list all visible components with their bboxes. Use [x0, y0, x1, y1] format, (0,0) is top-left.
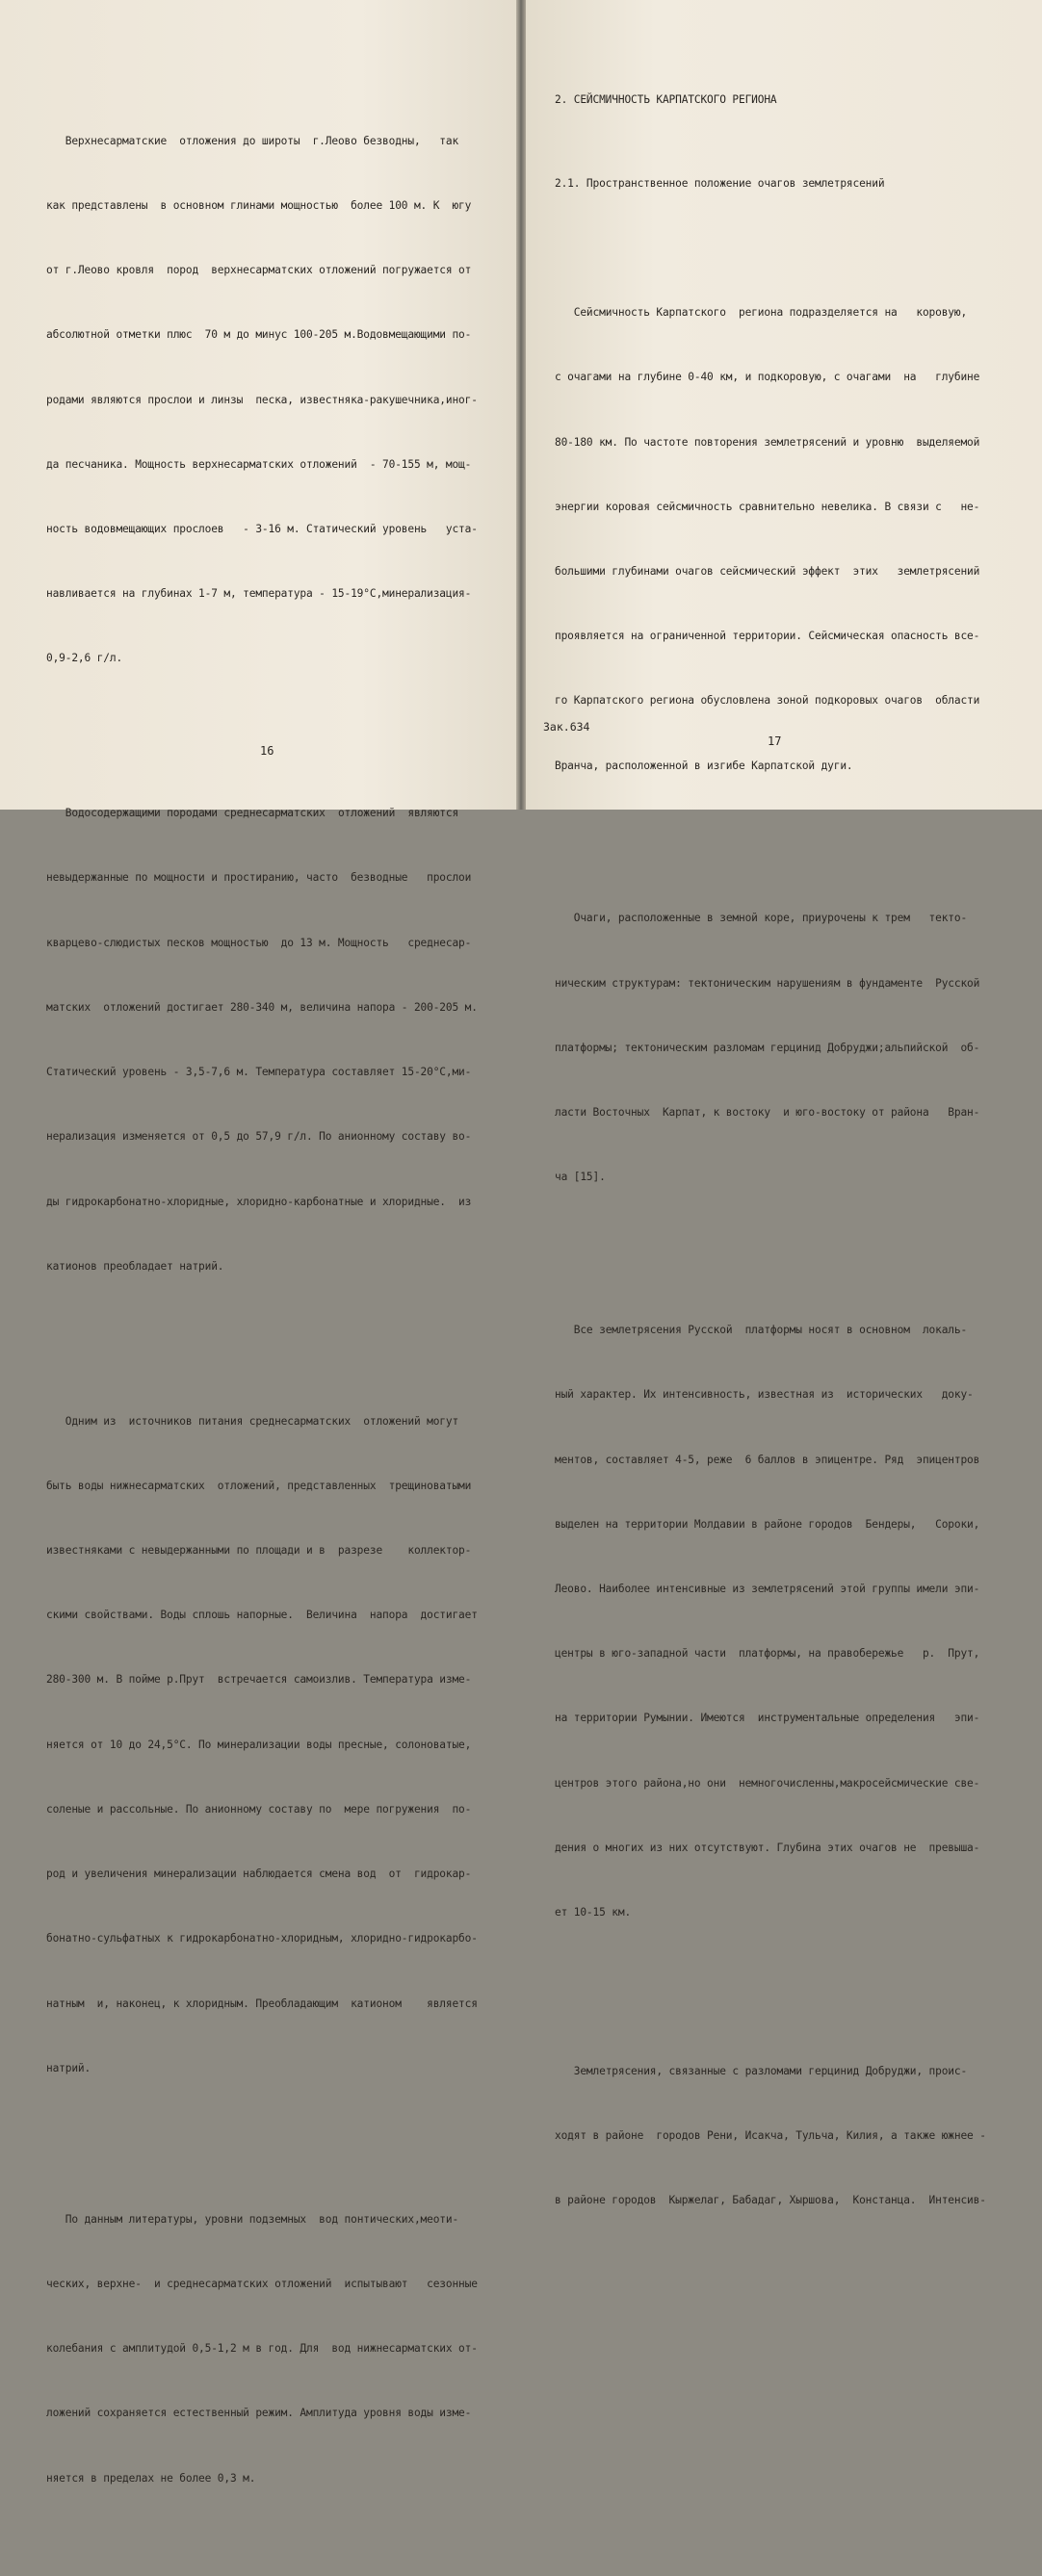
text-line: Очаги, расположенные в земной коре, приурочены к трем текто- — [555, 912, 968, 925]
left-paragraph-1 — [46, 88, 499, 713]
text-line: го Карпатского региона обусловлена зоной подкоровых очагов области — [555, 694, 980, 708]
text-line: 80-180 км. По частоте повторения землетрясений и уровню выделяемой — [555, 435, 980, 449]
text-line: матских отложений достигает 280-340 м, величина напора - 200-205 м. — [46, 1000, 478, 1014]
text-line: энергии коровая сейсмичность сравнительно невелика. В связи с не- — [555, 500, 980, 513]
right-paragraph-3 — [555, 1276, 1005, 1967]
text-line: дения о многих из них отсутствуют. Глубина этих очагов не превыша- — [555, 1841, 980, 1854]
text-line: ность водовмещающих прослоев - 3-16 м. Статический уровень уста- — [46, 522, 478, 535]
text-line: колебания с амплитудой 0,5-1,2 м в год. Для вод нижнесарматских от- — [46, 2342, 478, 2356]
left-paragraph-3 — [46, 1368, 499, 2123]
text-line: род и увеличения минерализации наблюдается смена вод от гидрокар- — [46, 1868, 472, 1881]
text-line: катионов преобладает натрий. — [46, 1259, 224, 1273]
page-number: 16 — [260, 744, 274, 758]
text-line: большими глубинами очагов сейсмический эффект этих землетрясений — [555, 564, 980, 578]
text-line: ническим структурам: тектоническим нарушениям в фундаменте Русской — [555, 976, 980, 990]
text-line: ный характер. Их интенсивность, известная из исторических доку- — [555, 1388, 974, 1402]
section-heading: 2. СЕЙСМИЧНОСТЬ КАРПАТСКОГО РЕГИОНА — [555, 92, 777, 106]
subsection-heading: 2.1. Пространственное положение очагов землетрясений — [555, 177, 885, 191]
text-line: известняками с невыдержанными по площади и в разрезе коллектор- — [46, 1544, 472, 1558]
text-line: 0,9-2,6 г/л. — [46, 652, 123, 665]
text-line: няется от 10 до 24,5°С. По минерализации воды пресные, солоноватые, — [46, 1738, 472, 1751]
text-line: навливается на глубинах 1-7 м, температура - 15-19°С,минерализация- — [46, 587, 472, 601]
text-line: от г.Леово кровля пород верхнесарматских отложений погружается от — [46, 264, 472, 277]
text-line: ча [15]. — [555, 1171, 606, 1184]
text-line: Водосодержащими породами среднесарматских отложений являются — [46, 807, 459, 820]
text-line: По данным литературы, уровни подземных вод понтических,меоти- — [46, 2212, 459, 2226]
text-line: выделен на территории Молдавии в районе городов Бендеры, Сороки, — [555, 1517, 980, 1531]
text-line: ложений сохраняется естественный режим. Амплитуда уровня воды изме- — [46, 2407, 472, 2420]
text-line: ходят в районе городов Рени, Исакча, Тульча, Килия, а также южнее - — [555, 2129, 986, 2143]
text-line: скими свойствами. Воды сплошь напорные. Величина напора достигает — [46, 1609, 478, 1622]
text-line: проявляется на ограниченной территории. Сейсмическая опасность все- — [555, 630, 980, 643]
text-line: ласти Восточных Карпат, к востоку и юго-востоку от района Вран- — [555, 1106, 980, 1120]
book-gutter — [516, 0, 526, 810]
text-line: Сейсмичность Карпатского региона подразделяется на коровую, — [555, 306, 968, 320]
text-line: центры в юго-западной части платформы, на правобережье р. Прут, — [555, 1647, 980, 1661]
text-line: ды гидрокарбонатно-хлоридные, хлоридно-карбонатные и хлоридные. из — [46, 1195, 472, 1208]
text-line: Вранча, расположенной в изгибе Карпатской дуги. — [555, 759, 853, 772]
left-paragraph-2 — [46, 760, 499, 1321]
text-line: с очагами на глубине 0-40 км, и подкоровую, с очагами на глубине — [555, 371, 980, 384]
right-page-text — [555, 44, 1005, 2298]
page-number: 17 — [768, 734, 782, 748]
left-page — [0, 0, 516, 2485]
text-line: бонатно-сульфатных к гидрокарбонатно-хлоридным, хлоридно-гидрокарбо- — [46, 1932, 478, 1945]
text-line: Леово. Наиболее интенсивные из землетрясений этой группы имели эпи- — [555, 1583, 980, 1596]
text-line: ментов, составляет 4-5, реже 6 баллов в эпицентре. Ряд эпицентров — [555, 1453, 980, 1466]
text-line: Одним из источников питания среднесарматских отложений могут — [46, 1414, 459, 1428]
text-line: няется в пределах не более 0,3 м. — [46, 2471, 256, 2485]
text-line: как представлены в основном глинами мощностью более 100 м. К югу — [46, 198, 472, 212]
text-line: натрий. — [46, 2061, 91, 2074]
text-line: Верхнесарматские отложения до широты г.Леово безводны, так — [46, 134, 459, 147]
text-line: Статический уровень - 3,5-7,6 м. Температура составляет 15-20°С,ми- — [46, 1066, 472, 1079]
text-line: 280-300 м. В пойме р.Прут встречается самоизлив. Температура изме- — [46, 1673, 472, 1687]
text-line: невыдержанные по мощности и простиранию, часто безводные прослои — [46, 871, 472, 885]
text-line: соленые и рассольные. По анионному составу по мере погружения по- — [46, 1802, 472, 1816]
text-line: родами являются прослои и линзы песка, известняка-ракушечника,иног- — [46, 393, 478, 406]
text-line: в районе городов Кыржелаг, Бабадаг, Хыршова, Констанца. Интенсив- — [555, 2194, 986, 2207]
right-paragraph-2 — [555, 865, 1005, 1232]
text-line: на территории Румынии. Имеются инструментальные определения эпи- — [555, 1712, 980, 1725]
text-line: центров этого района,но они немногочисленны,макросейсмические све- — [555, 1776, 980, 1790]
text-line: платформы; тектоническим разломам герцинид Добруджи;альпийской об- — [555, 1041, 980, 1054]
text-line: Все землетрясения Русской платформы носят в основном локаль- — [555, 1324, 968, 1337]
text-line: ческих, верхне- и среднесарматских отложений испытывают сезонные — [46, 2277, 478, 2290]
text-line: натным и, наконец, к хлоридным. Преобладающим катионом является — [46, 1996, 478, 2010]
text-line: абсолютной отметки плюс 70 м до минус 100-205 м.Водовмещающими по- — [46, 328, 472, 342]
left-paragraph-4 — [46, 2166, 499, 2533]
right-paragraph-4 — [555, 2018, 1005, 2254]
text-line: быть воды нижнесарматских отложений, представленных трещиноватыми — [46, 1479, 472, 1492]
text-line: Землетрясения, связанные с разломами герцинид Добруджи, проис- — [555, 2064, 968, 2077]
text-line: кварцево-слюдистых песков мощностью до 13 м. Мощность среднесар- — [46, 936, 472, 949]
text-line: да песчаника. Мощность верхнесарматских отложений - 70-155 м, мощ- — [46, 457, 472, 471]
print-order-note: Зак.634 — [543, 720, 590, 734]
text-line: ет 10-15 км. — [555, 1906, 632, 1919]
left-page-text — [46, 44, 499, 2576]
text-line: нерализация изменяется от 0,5 до 57,9 г/л. По анионному составу во- — [46, 1130, 472, 1144]
